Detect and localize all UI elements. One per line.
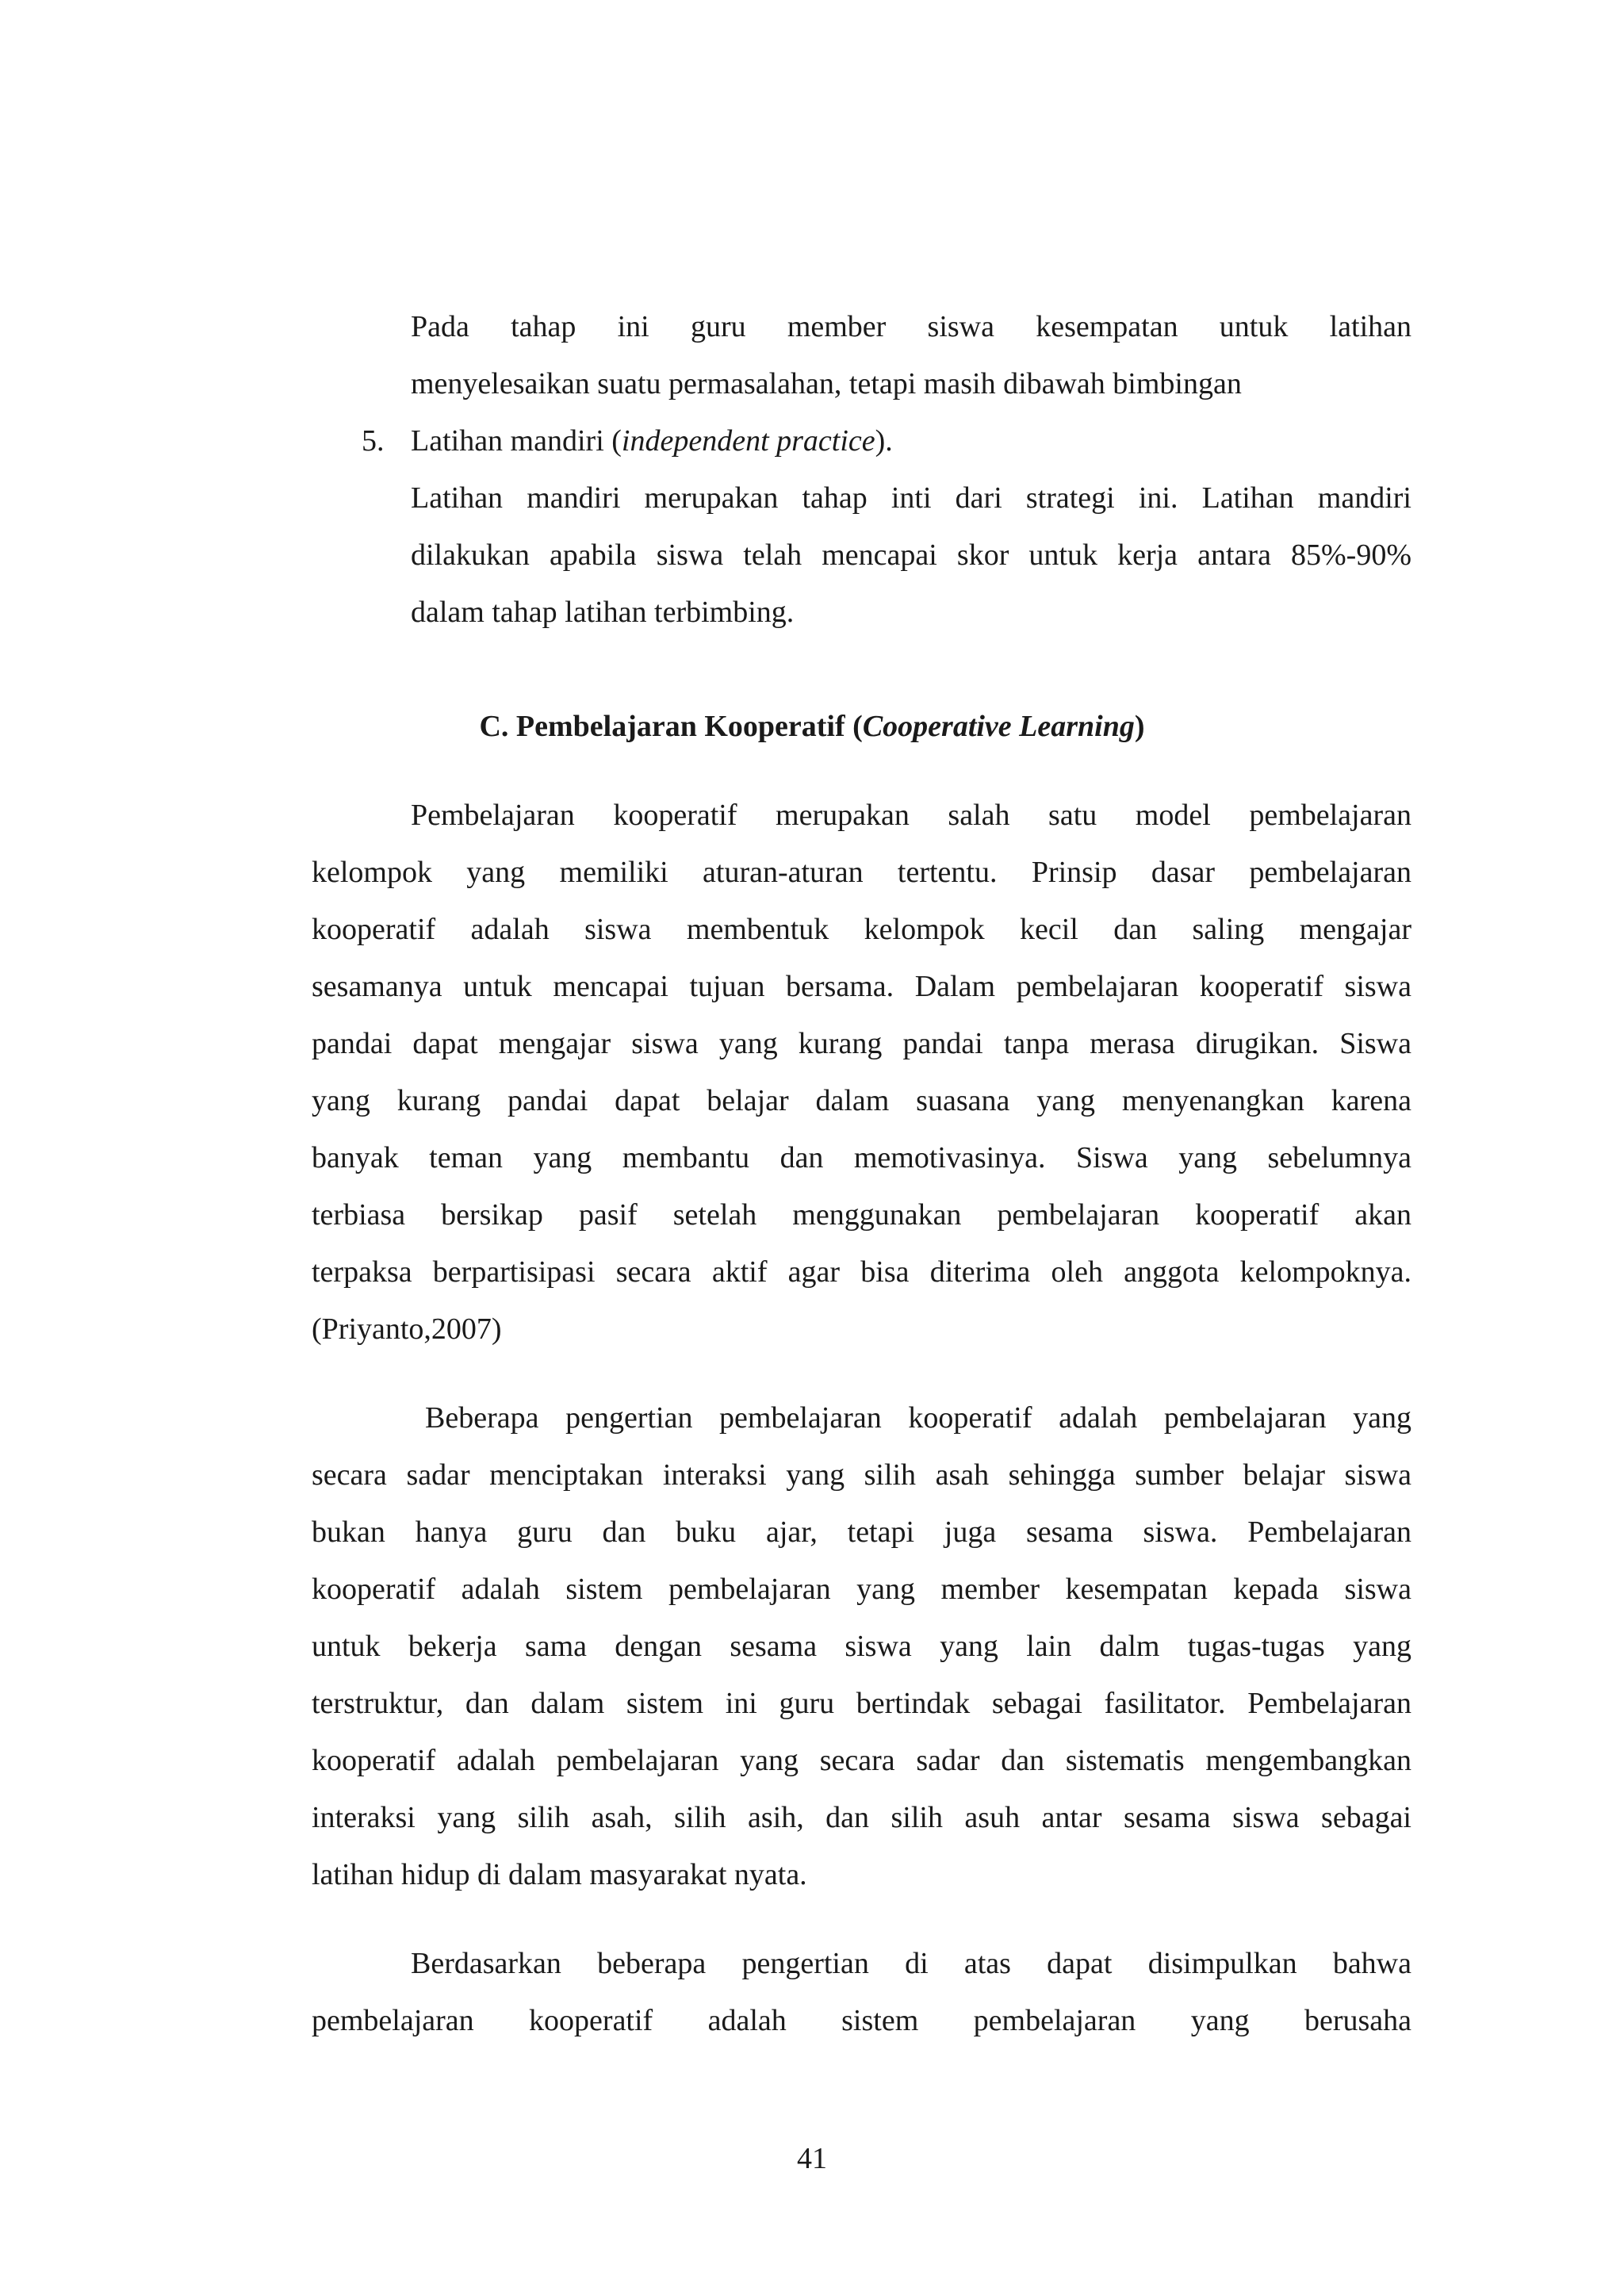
section-heading — [0, 707, 1624, 745]
paragraph2-line: interaksi yang silih asah, silih asih, dan silih asuh antar sesama siswa sebagai — [312, 1801, 1411, 1834]
item5-title — [411, 422, 893, 460]
paragraph1-line: Pembelajaran kooperatif merupakan salah satu model pembelajaran — [411, 799, 1411, 832]
item5-number: 5. — [362, 424, 385, 458]
paragraph2-line: bukan hanya guru dan buku ajar, tetapi juga sesama siswa. Pembelajaran — [312, 1515, 1411, 1549]
continuation-line-2: menyelesaikan suatu permasalahan, tetapi masih dibawah bimbingan — [411, 367, 1242, 400]
paragraph1-line: sesamanya untuk mencapai tujuan bersama. Dalam pembelajaran kooperatif siswa — [312, 970, 1411, 1003]
paragraph2-line: untuk bekerja sama dengan sesama siswa yang lain dalm tugas-tugas yang — [312, 1630, 1411, 1663]
paragraph2-line: kooperatif adalah pembelajaran yang secara sadar dan sistematis mengembangkan — [312, 1744, 1411, 1777]
paragraph1-line: pandai dapat mengajar siswa yang kurang pandai tanpa merasa dirugikan. Siswa — [312, 1027, 1411, 1060]
paragraph1-line: yang kurang pandai dapat belajar dalam suasana yang menyenangkan karena — [312, 1084, 1411, 1117]
item5-line-3: dalam tahap latihan terbimbing. — [411, 596, 795, 629]
paragraph2-line: Beberapa pengertian pembelajaran kooperatif adalah pembelajaran yang — [425, 1401, 1411, 1435]
paragraph1-line: kelompok yang memiliki aturan-aturan tertentu. Prinsip dasar pembelajaran — [312, 856, 1411, 889]
paragraph2-line: terstruktur, dan dalam sistem ini guru bertindak sebagai fasilitator. Pembelajaran — [312, 1687, 1411, 1720]
paragraph3-line: Berdasarkan beberapa pengertian di atas dapat disimpulkan bahwa — [411, 1947, 1411, 1980]
paragraph2-line: secara sadar menciptakan interaksi yang silih asah sehingga sumber belajar siswa — [312, 1458, 1411, 1492]
paragraph3-line: pembelajaran kooperatif adalah sistem pembelajaran yang berusaha — [312, 2004, 1411, 2037]
page-number: 41 — [797, 2142, 827, 2175]
paragraph2-line: kooperatif adalah sistem pembelajaran yang member kesempatan kepada siswa — [312, 1573, 1411, 1606]
paragraph1-line: terpaksa berpartisipasi secara aktif agar bisa diterima oleh anggota kelompoknya. — [312, 1255, 1411, 1289]
paragraph1-line: kooperatif adalah siswa membentuk kelompok kecil dan saling mengajar — [312, 913, 1411, 946]
item5-title-prefix: Latihan mandiri ( — [411, 424, 622, 458]
section-heading-prefix: C. Pembelajaran Kooperatif ( — [479, 710, 863, 743]
paragraph1-line: banyak teman yang membantu dan memotivasinya. Siswa yang sebelumnya — [312, 1141, 1411, 1174]
item5-title-suffix: ). — [875, 424, 893, 458]
section-heading-suffix: ) — [1134, 710, 1145, 743]
item5-line-2: dilakukan apabila siswa telah mencapai skor untuk kerja antara 85%-90% — [411, 538, 1411, 572]
paragraph2-line-last: latihan hidup di dalam masyarakat nyata. — [312, 1858, 807, 1891]
paragraph1-line: terbiasa bersikap pasif setelah menggunakan pembelajaran kooperatif akan — [312, 1198, 1411, 1232]
section-heading-italic: Cooperative Learning — [862, 710, 1135, 743]
item5-line-1: Latihan mandiri merupakan tahap inti dari strategi ini. Latihan mandiri — [411, 481, 1411, 515]
paragraph1-citation: (Priyanto,2007) — [312, 1312, 502, 1346]
item5-title-italic: independent practice — [621, 424, 875, 458]
continuation-line-1: Pada tahap ini guru member siswa kesempatan untuk latihan — [411, 310, 1411, 343]
